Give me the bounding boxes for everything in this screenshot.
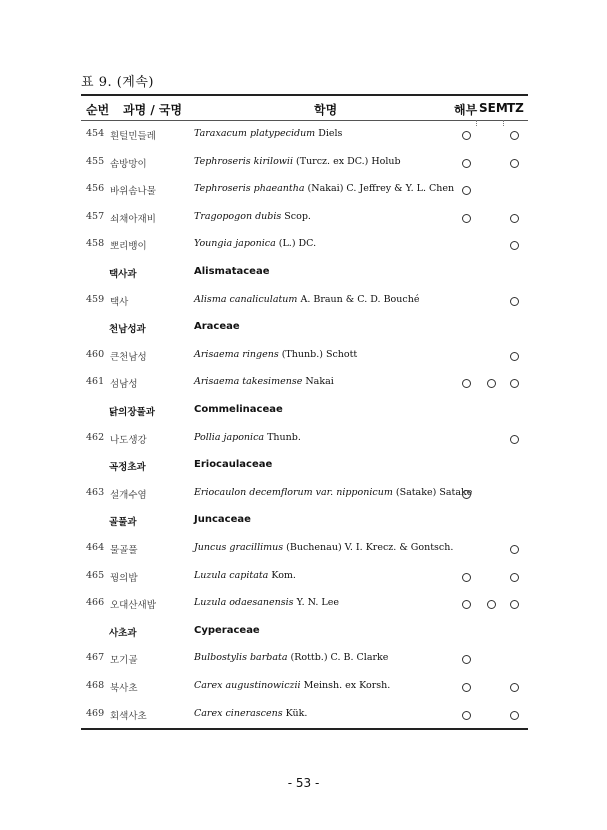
row-number: 458	[86, 238, 105, 249]
species-epithet: Tragopogon dubis	[194, 211, 282, 222]
table-row	[0, 680, 607, 696]
table-row	[0, 708, 607, 724]
species-epithet: Tephroseris phaeantha	[194, 183, 305, 194]
korean-name: 섬남성	[110, 379, 138, 390]
table-row	[0, 211, 607, 227]
tz-mark	[510, 159, 519, 168]
table-caption: 표 9. (계속)	[81, 75, 154, 90]
species-epithet: Carex augustinowiczii	[194, 680, 301, 691]
table-row	[0, 487, 607, 503]
row-number: 461	[86, 376, 105, 387]
korean-name: 솜방망이	[110, 159, 147, 170]
family-korean-name: 택사과	[109, 269, 137, 280]
tz-mark	[510, 600, 519, 609]
species-epithet: Taraxacum platypecidum	[194, 128, 316, 139]
anatomy-mark	[462, 379, 471, 388]
korean-name: 꿩의밥	[110, 573, 138, 584]
author-citation: Scop.	[281, 211, 311, 222]
anatomy-mark	[462, 490, 471, 499]
scientific-name	[194, 156, 401, 167]
scientific-name	[194, 211, 311, 222]
scientific-name	[194, 487, 472, 498]
row-number: 466	[86, 597, 105, 608]
table-row	[0, 432, 607, 448]
anatomy-mark	[462, 214, 471, 223]
tz-mark	[510, 683, 519, 692]
row-number: 459	[86, 294, 105, 305]
author-citation: Kük.	[282, 708, 308, 719]
table-row	[0, 652, 607, 668]
anatomy-mark	[462, 573, 471, 582]
table-row	[0, 156, 607, 172]
korean-name: 뽀리뱅이	[110, 241, 147, 252]
row-number: 467	[86, 652, 105, 663]
korean-name: 설개수염	[110, 490, 147, 501]
table-row	[0, 597, 607, 613]
author-citation: Kom.	[268, 570, 296, 581]
species-epithet: Bulbostylis barbata	[194, 652, 288, 663]
table-row	[0, 376, 607, 392]
family-row	[0, 625, 607, 641]
family-korean-name: 사초과	[109, 628, 137, 639]
table-row	[0, 542, 607, 558]
author-citation: (Turcz. ex DC.) Holub	[293, 156, 401, 167]
species-epithet: Juncus gracillimus	[194, 542, 284, 553]
scientific-name	[194, 597, 339, 608]
anatomy-mark	[462, 600, 471, 609]
scientific-name	[194, 376, 334, 387]
tz-mark	[510, 379, 519, 388]
table-bottom-rule	[81, 728, 528, 730]
header-family-name: 과명 / 국명	[123, 103, 183, 117]
author-citation: (Satake) Satake	[392, 487, 473, 498]
row-number: 456	[86, 183, 105, 194]
species-epithet: Arisaema ringens	[194, 349, 279, 360]
header-anatomy: 해부	[454, 103, 478, 117]
author-citation: Y. N. Lee	[293, 597, 339, 608]
anatomy-mark	[462, 711, 471, 720]
scientific-name	[194, 652, 388, 663]
family-latin-name: Cyperaceae	[194, 625, 260, 636]
table-top-rule	[81, 94, 528, 96]
row-number: 464	[86, 542, 105, 553]
row-number: 469	[86, 708, 105, 719]
row-number: 462	[86, 432, 105, 443]
korean-name: 오대산새밥	[110, 600, 156, 611]
tz-mark	[510, 435, 519, 444]
family-latin-name: Araceae	[194, 321, 240, 332]
species-epithet: Pollia japonica	[194, 432, 265, 443]
family-korean-name: 곡정초과	[109, 462, 146, 473]
korean-name: 흰털민들레	[110, 131, 156, 142]
table-row	[0, 238, 607, 254]
korean-name: 북사초	[110, 683, 138, 694]
table-row	[0, 294, 607, 310]
tz-mark	[510, 297, 519, 306]
table-row	[0, 349, 607, 365]
table-row	[0, 183, 607, 199]
table-row	[0, 128, 607, 144]
author-citation: (Nakai) C. Jeffrey & Y. L. Chen	[304, 183, 455, 194]
family-row	[0, 459, 607, 475]
species-epithet: Youngia japonica	[194, 238, 276, 249]
korean-name: 나도생강	[110, 435, 147, 446]
scientific-name	[194, 183, 454, 194]
scientific-name	[194, 680, 390, 691]
scientific-name	[194, 238, 316, 249]
anatomy-mark	[462, 683, 471, 692]
korean-name: 모기골	[110, 655, 138, 666]
author-citation: (Thunb.) Schott	[278, 349, 358, 360]
korean-name: 물골풀	[110, 545, 138, 556]
species-epithet: Luzula capitata	[194, 570, 269, 581]
species-epithet: Arisaema takesimense	[194, 376, 303, 387]
author-citation: Thunb.	[264, 432, 301, 443]
anatomy-mark	[462, 655, 471, 664]
korean-name: 바위솜나물	[110, 186, 156, 197]
species-epithet: Luzula odaesanensis	[194, 597, 294, 608]
row-number: 455	[86, 156, 105, 167]
family-latin-name: Eriocaulaceae	[194, 459, 273, 470]
species-epithet: Carex cinerascens	[194, 708, 283, 719]
tz-mark	[510, 573, 519, 582]
scientific-name	[194, 570, 296, 581]
anatomy-mark	[462, 131, 471, 140]
tz-mark	[510, 241, 519, 250]
row-number: 454	[86, 128, 105, 139]
table-row	[0, 570, 607, 586]
korean-name: 쇠채아재비	[110, 214, 156, 225]
species-epithet: Alisma canaliculatum	[194, 294, 298, 305]
family-row	[0, 321, 607, 337]
author-citation: Meinsh. ex Korsh.	[300, 680, 391, 691]
family-row	[0, 404, 607, 420]
scientific-name	[194, 294, 419, 305]
family-korean-name: 천남성과	[109, 324, 146, 335]
scientific-name	[194, 542, 453, 553]
species-epithet: Tephroseris kirilowii	[194, 156, 293, 167]
column-divider	[503, 120, 504, 126]
tz-mark	[510, 711, 519, 720]
family-korean-name: 골풀과	[109, 517, 137, 528]
header-rule	[81, 120, 528, 121]
header-scientific-name: 학명	[314, 103, 338, 117]
anatomy-mark	[462, 159, 471, 168]
family-latin-name: Alismataceae	[194, 266, 270, 277]
family-row	[0, 266, 607, 282]
author-citation: (L.) DC.	[275, 238, 317, 249]
species-epithet: Eriocaulon decemflorum var. nipponicum	[194, 487, 393, 498]
author-citation: Nakai	[302, 376, 334, 387]
tz-mark	[510, 545, 519, 554]
family-latin-name: Commelinaceae	[194, 404, 283, 415]
scientific-name	[194, 432, 301, 443]
row-number: 460	[86, 349, 105, 360]
scientific-name	[194, 708, 307, 719]
author-citation: A. Braun & C. D. Bouché	[297, 294, 420, 305]
row-number: 463	[86, 487, 105, 498]
author-citation: Diels	[315, 128, 343, 139]
column-divider	[476, 120, 477, 126]
page-number: - 53 -	[287, 776, 320, 790]
author-citation: (Rottb.) C. B. Clarke	[287, 652, 389, 663]
anatomy-mark	[462, 186, 471, 195]
scientific-name	[194, 128, 342, 139]
tz-mark	[510, 214, 519, 223]
row-number: 457	[86, 211, 105, 222]
korean-name: 큰천남성	[110, 352, 147, 363]
author-citation: (Buchenau) V. I. Krecz. & Gontsch.	[283, 542, 454, 553]
korean-name: 택사	[110, 297, 129, 308]
row-number: 468	[86, 680, 105, 691]
row-number: 465	[86, 570, 105, 581]
tz-mark	[510, 352, 519, 361]
family-latin-name: Juncaceae	[194, 514, 251, 525]
tz-mark	[510, 131, 519, 140]
sem-mark	[487, 600, 496, 609]
scientific-name	[194, 349, 357, 360]
header-sem: SEM	[479, 101, 508, 115]
header-tz: TZ	[507, 101, 524, 115]
sem-mark	[487, 379, 496, 388]
header-number: 순번	[86, 103, 110, 117]
korean-name: 회색사초	[110, 711, 147, 722]
family-korean-name: 닭의장풀과	[109, 407, 155, 418]
family-row	[0, 514, 607, 530]
